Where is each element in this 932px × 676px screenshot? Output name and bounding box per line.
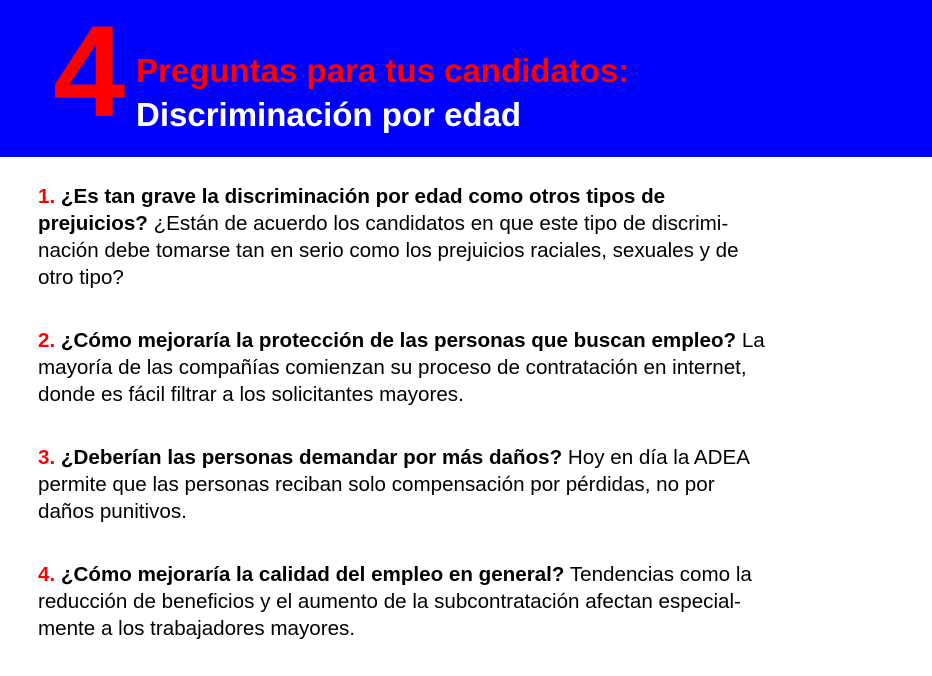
question-body: permite que las personas reciban solo compensación por pérdidas, no por (38, 473, 715, 496)
question-item (38, 444, 908, 525)
question-body: reducción de beneficios y el aumento de la subcontratación afectan especial- (38, 590, 741, 613)
question-line (38, 327, 908, 354)
question-item (38, 561, 908, 642)
question-line (38, 264, 908, 291)
question-number: 4. (38, 563, 56, 586)
question-list (38, 183, 908, 642)
question-line (38, 561, 908, 588)
question-heading: ¿Cómo mejoraría la protección de las personas que buscan empleo? (60, 329, 737, 352)
question-heading: ¿Es tan grave la discriminación por edad como otros tipos de (60, 185, 666, 208)
question-line (38, 471, 908, 498)
question-number: 1. (38, 185, 56, 208)
question-heading: prejuicios? (38, 212, 148, 235)
question-body: donde es fácil filtrar a los solicitantes mayores. (38, 383, 464, 406)
question-body: Hoy en día la ADEA (562, 446, 750, 469)
question-item (38, 327, 908, 408)
question-body: mente a los trabajadores mayores. (38, 617, 356, 640)
question-line (38, 237, 908, 264)
question-body: mayoría de las compañías comienzan su proceso de contratación en internet, (38, 356, 747, 379)
question-line (38, 444, 908, 471)
question-line (38, 183, 908, 210)
question-line (38, 381, 908, 408)
question-number: 3. (38, 446, 56, 469)
question-heading: ¿Cómo mejoraría la calidad del empleo en general? (60, 563, 565, 586)
question-body: La (736, 329, 765, 352)
question-body: Tendencias como la (564, 563, 752, 586)
question-line (38, 588, 908, 615)
question-body: nación debe tomarse tan en serio como los prejuicios raciales, sexuales y de (38, 239, 739, 262)
header-number: 4 (53, 0, 124, 144)
question-body: ¿Están de acuerdo los candidatos en que este tipo de discrimi- (147, 212, 729, 235)
question-line (38, 354, 908, 381)
question-item (38, 183, 908, 291)
question-heading: ¿Deberían las personas demandar por más daños? (60, 446, 563, 469)
page-subtitle: Discriminación por edad (136, 96, 522, 133)
question-line (38, 210, 908, 237)
question-body: daños punitivos. (38, 500, 187, 523)
question-number: 2. (38, 329, 56, 352)
page-title: Preguntas para tus candidatos: (136, 52, 630, 89)
question-line (38, 498, 908, 525)
question-line (38, 615, 908, 642)
question-body: otro tipo? (38, 266, 124, 289)
header-banner (0, 0, 932, 157)
